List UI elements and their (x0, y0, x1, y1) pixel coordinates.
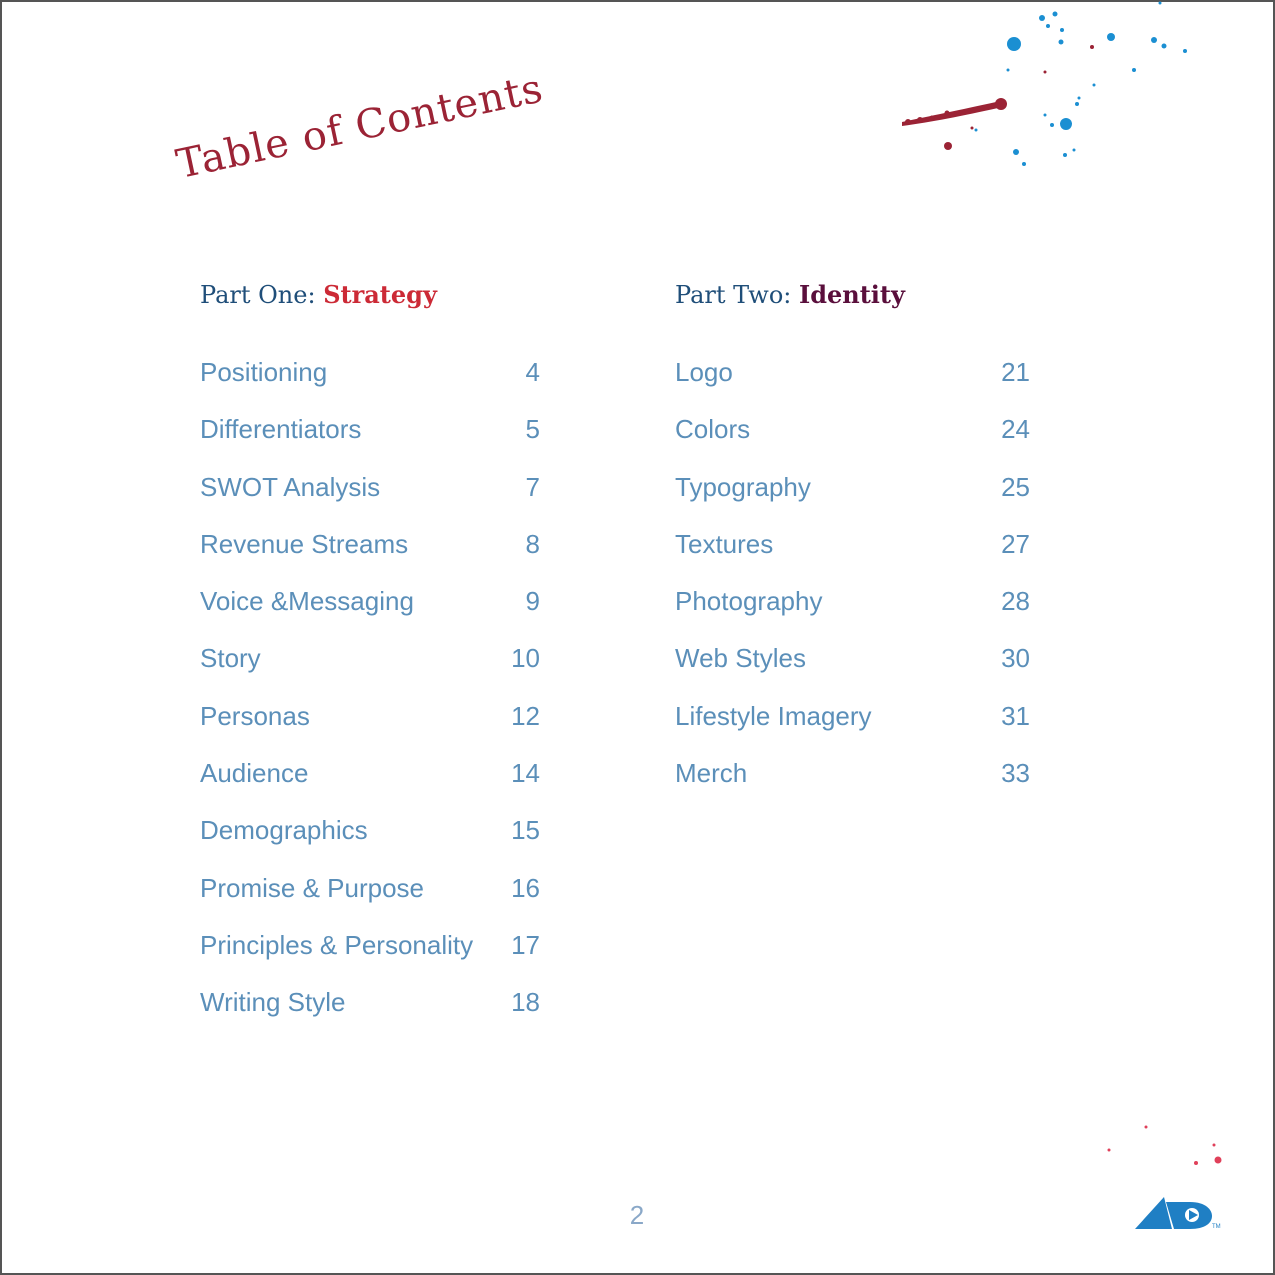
toc-entry[interactable] (200, 872, 540, 929)
toc-entry-page: 16 (511, 872, 540, 903)
part-two-list (675, 356, 1030, 814)
part-one-heading (200, 280, 540, 316)
toc-entry-label: Promise & Purpose (200, 872, 424, 903)
part-one-list (200, 356, 540, 1044)
toc-entry[interactable] (200, 471, 540, 528)
toc-entry-page: 15 (511, 815, 540, 846)
toc-entry[interactable] (200, 929, 540, 986)
toc-entry[interactable] (675, 413, 1030, 470)
toc-entry-page: 25 (1001, 471, 1030, 502)
toc-entry-label: Story (200, 643, 261, 674)
toc-entry-page: 14 (511, 758, 540, 789)
toc-entry-label: Textures (675, 528, 774, 559)
part-one-prefix: Part One: (200, 281, 324, 309)
toc-entry-label: Positioning (200, 357, 328, 387)
toc-entry-page: 12 (511, 700, 540, 731)
toc-entry-label: Logo (675, 357, 733, 387)
toc-entry-label: Merch (675, 758, 748, 789)
brand-logo-icon (1132, 1192, 1227, 1232)
toc-entry[interactable] (200, 700, 540, 757)
part-two-prefix: Part Two: (675, 281, 799, 309)
toc-entry[interactable] (675, 356, 1030, 413)
toc-entry-page: 8 (525, 528, 540, 559)
toc-entry-page: 18 (511, 987, 540, 1018)
toc-entry-page: 17 (511, 929, 540, 960)
toc-entry-page: 9 (525, 586, 540, 617)
toc-entry[interactable] (200, 642, 540, 699)
part-one-section (200, 280, 540, 1044)
toc-entry-label: Photography (675, 586, 823, 617)
toc-entry-label: Differentiators (200, 414, 362, 445)
toc-entry-page: 4 (525, 357, 540, 387)
toc-entry[interactable] (200, 356, 540, 413)
toc-entry-label: Colors (675, 414, 751, 445)
toc-entry-label: Writing Style (200, 987, 346, 1018)
toc-entry[interactable] (200, 585, 540, 642)
toc-entry-page: 24 (1001, 414, 1030, 445)
toc-entry-label: Demographics (200, 815, 368, 846)
toc-entry-page: 31 (1001, 700, 1030, 731)
toc-entry-page: 21 (1001, 357, 1030, 387)
toc-entry[interactable] (200, 814, 540, 871)
svg-text:TM: TM (1212, 1224, 1221, 1230)
part-two-accent: Identity (798, 280, 905, 309)
toc-entry-label: Voice &Messaging (200, 586, 414, 617)
toc-entry[interactable] (675, 528, 1030, 585)
toc-entry[interactable] (675, 700, 1030, 757)
toc-entry-label: Revenue Streams (200, 528, 409, 559)
toc-entry-page: 30 (1001, 643, 1030, 674)
toc-entry-page: 28 (1001, 586, 1030, 617)
toc-entry[interactable] (675, 757, 1030, 814)
toc-entry-page: 5 (525, 414, 540, 445)
toc-entry-page: 27 (1001, 528, 1030, 559)
toc-entry-page: 33 (1001, 758, 1030, 789)
paint-splatter-bottom (1100, 1118, 1230, 1178)
toc-entry-label: SWOT Analysis (200, 471, 381, 502)
toc-entry[interactable] (200, 986, 540, 1043)
page-title: Table of Contents (172, 65, 548, 188)
toc-entry[interactable] (675, 642, 1030, 699)
toc-entry[interactable] (200, 757, 540, 814)
toc-entry-label: Personas (200, 700, 310, 731)
toc-entry-label: Typography (675, 471, 811, 502)
toc-entry[interactable] (200, 413, 540, 470)
toc-entry-label: Web Styles (675, 643, 807, 674)
toc-entry-page: 10 (511, 643, 540, 674)
toc-entry-label: Audience (200, 758, 309, 789)
part-two-section (675, 280, 1030, 814)
toc-entry-page: 7 (525, 471, 540, 502)
toc-entry-label: Principles & Personality (200, 929, 474, 960)
part-one-accent: Strategy (323, 280, 437, 309)
toc-entry-label: Lifestyle Imagery (675, 700, 872, 731)
part-two-heading (675, 280, 1030, 316)
paint-splatter-top (890, 0, 1200, 175)
toc-entry[interactable] (675, 471, 1030, 528)
page-number: 2 (629, 1200, 645, 1230)
toc-entry[interactable] (675, 585, 1030, 642)
toc-entry[interactable] (200, 528, 540, 585)
